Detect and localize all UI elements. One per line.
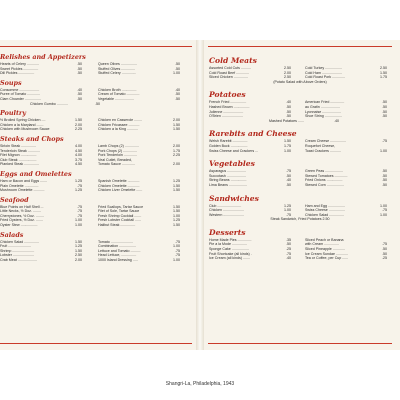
menu-item-name: Cold Ham .................... [305, 70, 342, 75]
section-heading: Seafood [0, 195, 29, 204]
menu-item-price: .50 [382, 100, 387, 105]
menu-item-name: Chicken Liver Omelette ...... [98, 188, 143, 193]
menu-item-price: .50 [382, 251, 387, 256]
menu-item-price: 2.50 [284, 75, 291, 80]
menu-item-name: Cream Cheese ................ [305, 139, 347, 144]
bottom-rule-right [208, 343, 392, 344]
menu-item-name: Cherrystones, ½ Doz. ........ [0, 213, 44, 218]
menu-item-name: Cream of Tomato ............. [98, 92, 140, 97]
menu-item-name: Chicken with Mushroom Sauce [0, 127, 50, 132]
section-heading: Steaks and Chops [0, 134, 64, 143]
menu-item-name: Fried Onions ................ [305, 178, 343, 183]
section-columns [209, 66, 391, 80]
section-column-1 [209, 139, 291, 153]
menu-item-name: Stuffed Celery .............. [98, 71, 136, 76]
menu-item-price: 2.00 [284, 70, 291, 75]
menu-item [305, 256, 387, 261]
menu-section-rarebits [209, 128, 391, 153]
menu-item-name: Ice Cream (all kinds) ....... [209, 256, 250, 261]
menu-item-price: .50 [286, 109, 291, 114]
menu-item-name: Fresh Lobster Cocktail ...... [98, 218, 141, 223]
menu-item-name: Chicken Fricassee ........... [98, 122, 140, 127]
menu-item-footer [30, 102, 100, 107]
menu-item-price: .50 [175, 62, 180, 66]
section-column-2 [305, 100, 387, 118]
menu-item-price: .75 [382, 139, 387, 144]
menu-item [98, 127, 180, 132]
section-columns [0, 118, 190, 132]
menu-item-name: Chicken en Casserole ........ [98, 118, 143, 123]
menu-item [209, 256, 291, 261]
menu-item-name: Sliced Chicken .............. [209, 75, 248, 80]
section-heading: Poultry [0, 109, 27, 118]
section-heading: Vegetables [209, 159, 255, 169]
menu-item-name: French Fried ................ [209, 100, 247, 105]
menu-item-name: Vegetable ................... [98, 96, 134, 101]
menu-item-name: Shoe String ................. [305, 114, 342, 119]
menu-item-price: 1.00 [75, 218, 82, 223]
menu-item-price: 2.00 [75, 122, 82, 127]
menu-item-price: .50 [286, 104, 291, 109]
menu-item-name: Veal Cutlet, Breaded, [98, 157, 132, 162]
menu-item-name: au Gratin ................... [305, 104, 340, 109]
menu-item-price: 1.00 [173, 71, 180, 76]
menu-section-eggs [0, 170, 190, 193]
page-gutter [196, 40, 204, 350]
menu-item-price: 2.25 [75, 127, 82, 132]
menu-item-name: Green Peas .................. [305, 169, 344, 174]
menu-item-price: .75 [286, 251, 291, 256]
menu-item-name: Fried Scallops, Tartar Sauce [98, 204, 144, 209]
menu-item-price: 1.75 [380, 75, 387, 80]
menu-item-name: Chicken Salad ............... [0, 239, 40, 244]
section-column-1 [209, 204, 291, 218]
menu-item-name: Crab Meat ................... [0, 258, 37, 263]
section-column-2 [98, 62, 180, 76]
menu-item [209, 183, 291, 188]
menu-item-name: 1000 Island Dressing ..... [98, 258, 138, 263]
menu-item-price: .40 [286, 178, 291, 183]
bottom-rule-left [0, 343, 192, 344]
menu-item-price: 1.50 [173, 183, 180, 188]
menu-item-name: Head Lettuce, ............... [98, 253, 137, 258]
menu-item-name: Sliced Peach or Banana [305, 237, 344, 242]
menu-item-name: Queen Olives ................ [98, 62, 137, 66]
menu-item-name: Lettuce and Tomato .......... [98, 248, 141, 253]
menu-item-name: Assorted Cold Cuts .......... [209, 66, 251, 70]
menu-item-name: Puree of Tomato ............. [0, 92, 41, 97]
menu-section-desserts [209, 227, 391, 261]
section-columns [0, 62, 190, 76]
menu-item-price: 2.50 [284, 66, 291, 70]
section-columns [0, 88, 190, 102]
menu-item-name: Lamb Chops (2) .............. [98, 143, 139, 148]
menu-item-name: Hashed Brown ................ [209, 104, 250, 109]
menu-item-name: Toast Crackers ........... [305, 148, 341, 153]
menu-item [98, 258, 180, 263]
menu-item-price: .75 [77, 183, 82, 188]
section-column-2 [305, 169, 387, 187]
menu-item-price: .50 [77, 62, 82, 66]
menu-item-price: 1.50 [173, 223, 180, 228]
menu-item-name: Chicken a la King ........... [98, 127, 138, 132]
menu-item [0, 188, 82, 193]
section-column-2 [98, 144, 180, 167]
section-columns [209, 169, 391, 187]
menu-item-name: Fried Oysters, ½ Doz. ....... [0, 218, 43, 223]
left-menu-column [0, 50, 190, 263]
menu-item-name: Ham and Egg ................. [305, 203, 345, 208]
section-column-2 [98, 179, 180, 193]
menu-item-name: Chicken Gumbo ........... [30, 101, 68, 106]
menu-item-name: Tomato Sauce ............. [98, 162, 135, 167]
menu-section-soups [0, 79, 190, 106]
section-columns [0, 144, 190, 167]
menu-item-name: Halibut Steak ............... [98, 223, 136, 228]
menu-item-price: 1.00 [380, 212, 387, 217]
menu-item-name: Tomato ...................... [98, 239, 133, 244]
section-column-1 [0, 144, 82, 167]
menu-item-name: Chicken ..................... [209, 208, 244, 213]
menu-item-name: Swiss Cheese and Crackers ... [209, 148, 259, 153]
menu-item-name: Roquefort Cheese, [305, 143, 336, 148]
section-column-2 [305, 139, 387, 153]
menu-item-name: Filet of Sole, Tartar Sauce [98, 209, 140, 214]
menu-item-price: .75 [382, 242, 387, 247]
menu-item-price: .75 [77, 204, 82, 209]
menu-item-name: Stewed Corn ................. [305, 182, 344, 187]
menu-item-name: Club ........................ [209, 203, 242, 208]
menu-item-price: 1.00 [173, 213, 180, 218]
menu-item-price: .40 [286, 100, 291, 105]
menu-item-name: Fruit ....................... [0, 244, 32, 249]
menu-item-name: Blue Points on Half Shell ... [0, 204, 44, 209]
menu-item-name: ½ Broiled Spring Chicken .... [0, 118, 46, 123]
menu-item-name: with Cream ............... [305, 242, 340, 247]
menu-item-price: 1.50 [75, 248, 82, 253]
menu-section-salads [0, 231, 190, 263]
section-column-1 [209, 238, 291, 261]
menu-item [0, 71, 82, 76]
menu-item-name: Fruit Shortcake (all kinds) . [209, 251, 252, 256]
section-column-2 [98, 205, 180, 228]
menu-item-name: Welsh Rarebit ............... [209, 139, 248, 144]
menu-item-price: 1.25 [75, 188, 82, 193]
menu-item-price: 1.25 [284, 203, 291, 208]
menu-item-name: Cold Roast Beef ............. [209, 70, 250, 75]
menu-item [305, 149, 387, 154]
menu-item-price: .50 [286, 114, 291, 119]
menu-item-price: .75 [175, 248, 180, 253]
menu-item-footer [269, 119, 339, 124]
menu-item-name: Lyonnaise ................... [305, 109, 342, 114]
menu-item-name: Sponge Cake ................. [209, 247, 249, 252]
menu-item-price: .75 [77, 213, 82, 218]
menu-item-price: 1.50 [380, 70, 387, 75]
top-rule-right [208, 46, 392, 47]
menu-item-price: .50 [382, 114, 387, 119]
top-rule-left [0, 46, 192, 47]
section-heading: Desserts [209, 227, 246, 237]
menu-item-price: 3.75 [75, 157, 82, 162]
section-columns [209, 238, 391, 261]
section-column-1 [0, 62, 82, 76]
menu-item-price: 1.00 [284, 148, 291, 153]
menu-item-price: .50 [382, 104, 387, 109]
menu-item [0, 223, 82, 228]
menu-item-price: .50 [382, 109, 387, 114]
section-columns [209, 139, 391, 153]
menu-section-cold [209, 55, 391, 84]
menu-section-poultry [0, 109, 190, 132]
menu-item-price: .40 [175, 87, 180, 92]
section-column-2 [98, 88, 180, 102]
menu-item-price: 2.25 [173, 153, 180, 158]
menu-item-price: 1.50 [173, 209, 180, 214]
menu-item-price: .50 [286, 173, 291, 178]
menu-item-price: .75 [175, 239, 180, 244]
menu-item-price: 1.00 [75, 223, 82, 228]
menu-item-price: 1.25 [173, 218, 180, 223]
menu-item-name: Pork Chops (2) .............. [98, 148, 138, 153]
menu-item [0, 258, 82, 263]
section-columns [209, 204, 391, 218]
section-note: (Potato Salad with Above Orders) [273, 79, 327, 84]
menu-item-price: 1.25 [75, 178, 82, 183]
photo-caption: Shangri-La, Philadelphia, 1943 [165, 381, 235, 387]
menu-item-price: 1.00 [380, 203, 387, 208]
menu-item-price: 2.00 [173, 118, 180, 123]
menu-item-name: Chicken Omelette ............ [98, 183, 140, 188]
right-menu-column [209, 50, 391, 261]
menu-item-price: 1.50 [284, 139, 291, 144]
menu-item-price: .25 [286, 247, 291, 252]
section-column-1 [0, 240, 82, 263]
menu-item [98, 162, 180, 167]
menu-item-name: Chicken Salad ............... [305, 212, 345, 217]
menu-item-price: .50 [77, 71, 82, 76]
menu-item-price: 4.50 [75, 148, 82, 153]
menu-item-name: Succotash ................... [209, 173, 246, 178]
menu-item-name: Fresh Shrimp Cocktail ....... [98, 213, 142, 218]
menu-item-name: Oyster Stew ................. [0, 223, 38, 228]
menu-item [209, 149, 291, 154]
section-column-1 [209, 169, 291, 187]
menu-item [98, 223, 180, 228]
menu-item-name: Cold Turkey ................. [305, 66, 343, 70]
menu-item-price: 1.50 [75, 239, 82, 244]
menu-item-price: .50 [95, 101, 100, 106]
menu-item-name: Stewed Tomatoes ............. [305, 173, 348, 178]
menu-item-price: 1.25 [75, 244, 82, 249]
menu-item-name: Sirloin Steak ............... [0, 143, 37, 148]
menu-item-price: 1.00 [173, 258, 180, 263]
menu-item-name: Filet Mignon ................ [0, 153, 37, 158]
menu-section-seafood [0, 196, 190, 228]
section-column-1 [209, 66, 291, 80]
menu-item-price: 1.50 [173, 204, 180, 209]
menu-item-name: Pie a la Mode ............... [209, 242, 247, 247]
menu-section-vegetables [209, 158, 391, 187]
menu-item-name: Chicken Broth ............... [98, 87, 137, 92]
menu-item-price: .50 [382, 247, 387, 252]
section-column-1 [0, 118, 82, 132]
menu-item-price: 2.00 [75, 258, 82, 263]
menu-item-price: 4.50 [75, 162, 82, 167]
menu-item-name: Chicken a la Maryland ....... [0, 122, 44, 127]
menu-item-price: .75 [382, 208, 387, 213]
menu-item-price: .50 [382, 178, 387, 183]
menu-section-sandwiches [209, 193, 391, 222]
menu-item-price: 1.50 [75, 118, 82, 123]
menu-item-name: Shrimp ...................... [0, 248, 35, 253]
menu-item-name: Asparagus ................... [209, 169, 247, 174]
menu-item-price: 1.75 [173, 148, 180, 153]
section-note: Steak Sandwich, Fried Potatoes 2.50 [270, 217, 330, 222]
menu-item-name: Lobster ..................... [0, 253, 34, 258]
menu-item-name: Pork Tenderloin ............. [98, 153, 137, 158]
menu-item-price: .25 [382, 256, 387, 261]
menu-item-price: 4.00 [75, 153, 82, 158]
menu-item-name: Tenderloin Steak ............ [0, 148, 40, 153]
menu-item-price: .40 [286, 256, 291, 261]
menu-item-price: .35 [286, 237, 291, 242]
section-column-2 [305, 238, 387, 261]
section-column-2 [98, 118, 180, 132]
section-column-2 [305, 204, 387, 218]
menu-item-price: .40 [334, 118, 339, 123]
menu-item-price: .40 [77, 87, 82, 92]
menu-item-name: Planked Steak ............... [0, 162, 40, 167]
section-column-2 [305, 66, 387, 80]
menu-item [0, 127, 82, 132]
section-column-1 [0, 205, 82, 228]
menu-item-name: Club Steak .................. [0, 157, 37, 162]
menu-item-name: Clam Chowder ................ [0, 96, 41, 101]
menu-item-name: Cold Roast Pork ............. [305, 75, 346, 80]
menu-item-name: Dill Pickles ................ [0, 71, 35, 76]
menu-section-steaks [0, 135, 190, 167]
menu-item-price: .75 [286, 212, 291, 217]
menu-item-price: .50 [382, 173, 387, 178]
menu-item-name: Western ..................... [209, 212, 245, 217]
section-heading: Rarebits and Cheese [209, 129, 297, 139]
menu-item-name: Swiss Cheese ................ [305, 208, 345, 213]
menu-item-name: Little Necks, ½ Doz. ........ [0, 209, 41, 214]
menu-item-name: Golden Buck ................. [209, 143, 248, 148]
menu-item-price: 1.00 [380, 148, 387, 153]
menu-item-name: Combination ................. [98, 244, 137, 249]
menu-item-name: Home Made Pies .............. [209, 237, 252, 242]
menu-item-name: Plain Omelette .............. [0, 183, 39, 188]
menu-section-potatoes [209, 89, 391, 123]
menu-item-price: .75 [175, 253, 180, 258]
menu-item-name: Mushroom Omelette ........... [0, 188, 45, 193]
section-heading: Potatoes [209, 90, 246, 100]
menu-item-price: .50 [77, 66, 82, 71]
section-columns [0, 179, 190, 193]
menu-item [0, 162, 82, 167]
section-column-1 [0, 179, 82, 193]
menu-item-name: Consomme .................... [0, 87, 40, 92]
section-heading: Eggs and Omelettes [0, 169, 72, 178]
menu-item-price: .50 [286, 242, 291, 247]
menu-item-price: .50 [286, 182, 291, 187]
section-heading: Salads [0, 230, 24, 239]
section-heading: Cold Meats [209, 56, 257, 65]
menu-item-price: 1.00 [173, 244, 180, 249]
menu-item-price: 2.00 [173, 162, 180, 167]
menu-item [305, 183, 387, 188]
section-heading: Relishes and Appetizers [0, 53, 86, 61]
section-heading: Soups [0, 78, 22, 87]
menu-item-price: 1.00 [284, 208, 291, 213]
menu-item-price: .75 [286, 169, 291, 174]
section-columns [0, 240, 190, 263]
menu-item-name: Stuffed Olives .............. [98, 66, 136, 71]
section-heading: Sandwiches [209, 193, 259, 203]
menu-item-price: 1.50 [173, 127, 180, 132]
menu-item-name: Lima Beans .................. [209, 182, 247, 187]
menu-item-name: Mashed Potatoes ...... [269, 118, 304, 123]
menu-item-price: .50 [77, 96, 82, 101]
menu-item-price: .50 [77, 92, 82, 97]
menu-item-name: Julienne .................... [209, 109, 244, 114]
menu-item-price: .50 [382, 182, 387, 187]
menu-item-price: 4.00 [75, 143, 82, 148]
menu-item-name: Sweet Pickles ............... [0, 66, 39, 71]
menu-item [98, 97, 180, 102]
section-column-2 [98, 240, 180, 263]
menu-item-name: Hearts of Celery ............ [0, 62, 39, 66]
section-column-1 [0, 88, 82, 102]
menu-item-price: .50 [382, 169, 387, 174]
menu-item-price: 2.00 [173, 143, 180, 148]
menu-section-relishes [0, 53, 190, 76]
menu-item-price: 1.50 [173, 188, 180, 193]
menu-item [98, 71, 180, 76]
menu-item-name: Ice Cream Sundae ............ [305, 251, 348, 256]
menu-item-price: .50 [175, 96, 180, 101]
menu-item-name: Tea or Coffee, per Cup ...... [305, 256, 349, 261]
menu-item-name: Spanish Omelette ............ [98, 178, 140, 183]
menu-item-price: .50 [175, 92, 180, 97]
menu-item-price: 1.25 [173, 178, 180, 183]
menu-item-price: 1.50 [173, 122, 180, 127]
menu-item-price: .75 [77, 209, 82, 214]
section-column-1 [209, 100, 291, 118]
menu-item-price: .50 [175, 66, 180, 71]
section-columns [0, 205, 190, 228]
menu-item [98, 188, 180, 193]
section-columns [209, 100, 391, 118]
menu-item-name: Sliced Pineapple ............ [305, 247, 345, 252]
menu-item-name: O'Brien ..................... [209, 114, 243, 119]
menu-item-name: American Fried .............. [305, 100, 345, 105]
menu-item-price: 1.75 [284, 143, 291, 148]
menu-item-name: Ham or Bacon and Eggs ....... [0, 178, 48, 183]
menu-item-name: String Beans ................ [209, 178, 247, 183]
menu-item-price: 2.50 [75, 253, 82, 258]
menu-item-price: 2.50 [380, 66, 387, 70]
